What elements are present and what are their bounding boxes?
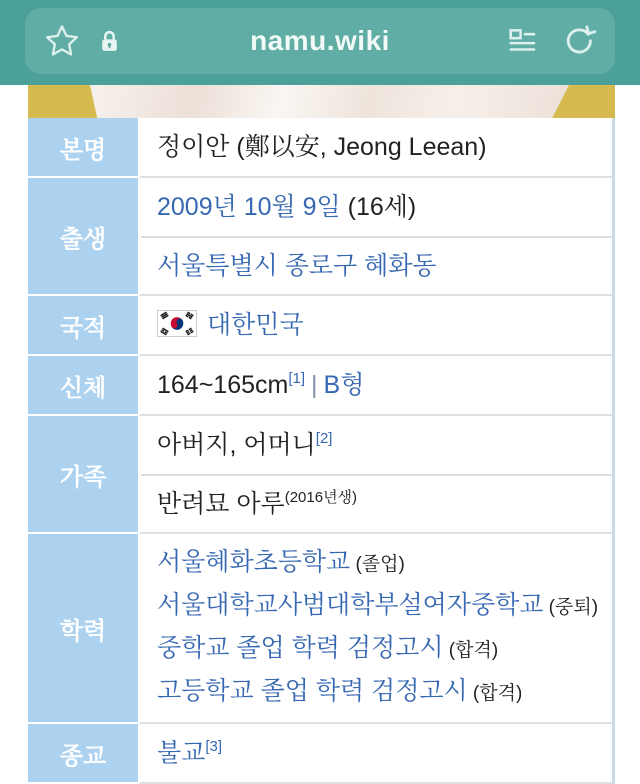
info-text: (16세) bbox=[340, 193, 417, 221]
row-label: 신체 bbox=[28, 356, 138, 416]
wiki-link[interactable]: 고등학교 졸업 학력 검정고시 bbox=[157, 677, 468, 705]
wiki-link[interactable]: 서울혜화초등학교 bbox=[157, 548, 351, 576]
row-label: 출생 bbox=[28, 178, 138, 296]
info-line bbox=[157, 425, 596, 465]
wiki-link[interactable]: B형 bbox=[323, 371, 365, 399]
row-cells bbox=[138, 416, 612, 534]
footnote-link[interactable]: [1] bbox=[288, 370, 306, 387]
info-text: 아버지, 어머니 bbox=[157, 431, 316, 459]
lock-icon[interactable] bbox=[97, 29, 122, 54]
row-label: 학력 bbox=[28, 534, 138, 724]
footnote-link[interactable]: [3] bbox=[205, 738, 222, 755]
row-label: 국적 bbox=[28, 296, 138, 356]
infobox-row bbox=[28, 296, 612, 356]
reader-mode-icon[interactable] bbox=[505, 24, 539, 58]
browser-toolbar bbox=[0, 0, 640, 85]
info-text: 반려묘 아루 bbox=[157, 490, 285, 518]
infobox-row bbox=[28, 178, 612, 296]
row-cells bbox=[138, 534, 612, 724]
row-cells bbox=[138, 178, 612, 296]
info-text: 164~165cm bbox=[157, 371, 289, 399]
infobox-row bbox=[28, 724, 612, 784]
wiki-link[interactable]: 불교 bbox=[157, 739, 206, 767]
superscript-text: (2016년생) bbox=[284, 489, 358, 506]
info-cell bbox=[141, 236, 612, 294]
info-cell bbox=[141, 118, 612, 176]
info-line bbox=[157, 305, 596, 345]
row-label: 본명 bbox=[28, 118, 138, 178]
info-cell bbox=[141, 178, 612, 236]
info-line bbox=[157, 187, 596, 227]
wiki-link[interactable]: 서울특별시 종로구 혜화동 bbox=[157, 252, 437, 280]
footnote-link[interactable]: [2] bbox=[315, 430, 333, 447]
wiki-link[interactable]: 중학교 졸업 학력 검정고시 bbox=[157, 634, 444, 662]
row-label: 가족 bbox=[28, 416, 138, 534]
status-note: (합격) bbox=[443, 640, 499, 661]
address-bar[interactable] bbox=[25, 8, 615, 74]
info-cell bbox=[141, 724, 612, 782]
row-cells bbox=[138, 296, 612, 356]
info-cell bbox=[141, 296, 612, 354]
info-line bbox=[157, 671, 596, 714]
info-line bbox=[157, 585, 599, 628]
row-cells bbox=[138, 724, 612, 784]
row-cells bbox=[138, 356, 612, 416]
info-line bbox=[157, 628, 596, 671]
infobox-row bbox=[28, 118, 612, 178]
status-note: (중퇴) bbox=[543, 597, 599, 618]
infobox-row bbox=[28, 356, 612, 416]
row-cells bbox=[138, 118, 612, 178]
star-icon[interactable] bbox=[43, 22, 81, 60]
info-text: 정이안 (鄭以安, Jeong Leean) bbox=[157, 133, 487, 161]
wiki-link[interactable]: 대한민국 bbox=[207, 311, 304, 339]
status-note: (합격) bbox=[467, 683, 523, 704]
info-line bbox=[157, 127, 596, 167]
info-line bbox=[157, 733, 596, 773]
info-cell bbox=[141, 474, 612, 532]
wiki-link[interactable]: 서울대학교사범대학부설여자중학교 bbox=[157, 591, 544, 619]
info-line bbox=[157, 484, 596, 524]
info-cell bbox=[141, 416, 612, 474]
info-line bbox=[157, 246, 596, 286]
article-image-fragment bbox=[28, 85, 615, 118]
infobox bbox=[28, 118, 615, 784]
text-divider: | bbox=[311, 371, 318, 399]
korea-flag-icon bbox=[157, 310, 197, 337]
page-title: namu.wiki bbox=[250, 25, 390, 56]
photo-fragment bbox=[90, 85, 569, 118]
info-line bbox=[157, 542, 596, 585]
row-label: 종교 bbox=[28, 724, 138, 784]
info-line bbox=[157, 365, 596, 405]
info-cell bbox=[141, 534, 612, 722]
infobox-row bbox=[28, 416, 612, 534]
refresh-icon[interactable] bbox=[561, 23, 597, 59]
status-note: (졸업) bbox=[350, 554, 405, 575]
wiki-link[interactable]: 2009년 10월 9일 bbox=[157, 193, 341, 221]
info-cell bbox=[141, 356, 612, 414]
infobox-row bbox=[28, 534, 612, 724]
